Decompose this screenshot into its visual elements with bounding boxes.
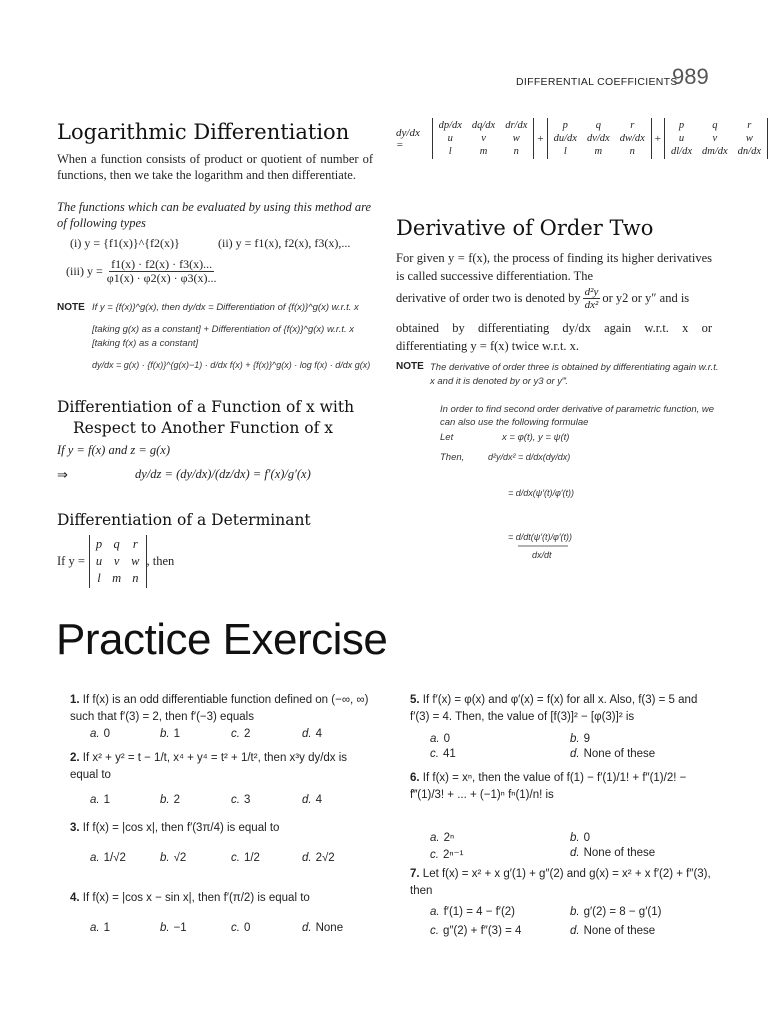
q7-text: Let f(x) = x² + x g′(1) + g″(2) and g(x) = x² + x f′(2) + f″(3), then [410, 868, 711, 897]
q1-option-a[interactable] [90, 728, 110, 740]
running-title: DIFFERENTIAL COEFFICIENTS [516, 76, 678, 88]
type-iii-label: (iii) y = [66, 264, 103, 279]
det-cell: n [132, 571, 139, 585]
det2-cell: dv/dx [586, 133, 610, 144]
det2-cell: p [562, 120, 568, 131]
opt-letter: d. [302, 852, 312, 864]
det-cell: q [113, 537, 120, 551]
q1-text: If f(x) is an odd differentiable function defined on (−∞, ∞) such that f′(3) = 2, then f′(−3) equals [70, 694, 369, 723]
type-iii [66, 258, 221, 285]
opt-letter: d. [570, 847, 580, 859]
opt-value: g′(2) = 8 − g′(1) [583, 906, 662, 918]
order2-para-2a: derivative of order two is denoted by [396, 291, 581, 306]
opt-value: 2ⁿ⁻¹ [442, 849, 464, 861]
note-right-bullet-2: In order to find second order derivative of parametric function, we can also use the following formulae [440, 404, 715, 428]
det-lhs: dy/dx = [396, 126, 420, 151]
determinant-y [89, 535, 147, 588]
q7-number: 7. [410, 868, 420, 880]
opt-value: None of these [583, 847, 656, 859]
opt-letter: a. [90, 728, 100, 740]
q2-option-a[interactable] [90, 794, 110, 806]
opt-letter: a. [430, 906, 440, 918]
det1-cell: dp/dx [438, 120, 462, 131]
opt-value: 2 [243, 728, 251, 740]
det-cell: v [113, 554, 120, 568]
question-1 [70, 692, 375, 725]
plus-sign: + [537, 132, 544, 145]
note-left-line1: If y = {f(x)}^g(x), then dy/dx = Differentiation of {f(x)}^g(x) w.r.t. x [92, 302, 359, 313]
plus-sign: + [654, 132, 661, 145]
note-label-right: NOTE [396, 361, 424, 372]
opt-value: 1 [173, 728, 180, 740]
det-cell: p [95, 537, 103, 551]
q1-number: 1. [70, 694, 80, 706]
det2-cell: l [563, 146, 567, 157]
q5-number: 5. [410, 694, 420, 706]
q2-option-b[interactable] [160, 794, 180, 806]
q2-text: If x² + y² = t − 1/t, x⁴ + y⁴ = t² + 1/t², then x³y dy/dx is equal to [70, 752, 348, 781]
q3-option-c[interactable] [231, 852, 260, 864]
det-derivative [396, 118, 768, 159]
note-right-bullet-1 [430, 361, 720, 389]
det-statement [57, 535, 174, 588]
opt-letter: c. [231, 852, 240, 864]
log-heading: Logarithmic Differentiation [57, 120, 350, 144]
det3-cell: dm/dx [702, 146, 728, 157]
q4-number: 4. [70, 892, 80, 904]
opt-letter: a. [430, 733, 440, 745]
opt-value: 0 [443, 733, 450, 745]
q1-option-b[interactable] [160, 728, 180, 740]
opt-value: 0 [243, 922, 251, 934]
det2-cell: r [630, 120, 635, 131]
opt-letter: b. [160, 794, 170, 806]
opt-value: 4 [315, 728, 322, 740]
opt-letter: b. [570, 906, 580, 918]
q5-text: If f′(x) = φ(x) and φ′(x) = f(x) for all x. Also, f(3) = 5 and f′(3) = 4. Then, the value of [f(3)]² − [φ(3)]² is [410, 694, 698, 723]
opt-value: 1/2 [243, 852, 260, 864]
svg-text:d²y/dx² = d/dx(dy/dx): d²y/dx² = d/dx(dy/dx) [488, 452, 571, 462]
det1-cell: m [479, 146, 488, 157]
det3-cell: dl/dx [671, 146, 692, 157]
question-3 [70, 820, 375, 837]
second-derivative-fraction: $\frac{\text{d²y}}{\text{dx²}}$ [584, 286, 599, 312]
order2-para-1: For given y = f(x), the process of finding its higher derivatives is called successive differentiation. The [396, 251, 712, 283]
det-cell: r [132, 537, 138, 551]
det-cell: m [112, 571, 122, 585]
opt-value: None of these [583, 748, 656, 760]
opt-letter: c. [231, 794, 240, 806]
q6-option-d[interactable] [570, 847, 655, 859]
det2-cell: m [594, 146, 603, 157]
det-cell: u [95, 554, 103, 568]
opt-letter: d. [302, 794, 312, 806]
opt-value: 4 [315, 794, 322, 806]
q3-number: 3. [70, 822, 80, 834]
opt-value: 2 [173, 794, 180, 806]
note-r-b1b: again w.r.t. x and it is denoted by [430, 362, 719, 387]
q5-option-a[interactable] [430, 733, 450, 745]
opt-letter: d. [302, 728, 312, 740]
q4-text: If f(x) = |cos x − sin x|, then f′(π/2) is equal to [82, 892, 310, 904]
q3-text: If f(x) = |cos x|, then f′(3π/4) is equal to [82, 822, 280, 834]
opt-letter: d. [570, 925, 580, 937]
opt-letter: a. [90, 794, 100, 806]
question-2 [70, 750, 375, 783]
opt-value: None [315, 922, 344, 934]
opt-letter: b. [160, 852, 170, 864]
wrt-heading-1: Differentiation of a Function of x with [57, 398, 355, 416]
q4-option-c[interactable] [231, 922, 250, 934]
det3-cell: w [745, 133, 753, 144]
note-left-line4: dy/dx = g(x) · {f(x)}^(g(x)−1) · d/dx f(x) + {f(x)}^g(x) · log f(x) · d/dx g(x) [92, 360, 371, 370]
opt-letter: d. [570, 748, 580, 760]
opt-letter: d. [302, 922, 312, 934]
q7-option-a[interactable] [430, 906, 515, 918]
q3-option-a[interactable] [90, 852, 126, 864]
opt-letter: c. [231, 728, 240, 740]
q5-option-b[interactable] [570, 733, 590, 745]
opt-value: √2 [173, 852, 187, 864]
opt-value: 0 [583, 832, 590, 844]
det-then: , then [146, 554, 175, 568]
q6-option-b[interactable] [570, 832, 590, 844]
q4-option-d[interactable] [302, 922, 343, 934]
det3-cell: v [712, 133, 718, 144]
det3-cell: u [678, 133, 685, 144]
question-7 [410, 866, 715, 899]
determinant-1 [432, 118, 535, 159]
type-iii-fraction [105, 258, 219, 285]
log-paragraph-2: The functions which can be evaluated by using this method are of following types [57, 200, 372, 231]
svg-text:= d/dt(ψ′(t)/φ′(t)): = d/dt(ψ′(t)/φ′(t)) [508, 532, 573, 542]
det1-cell: w [512, 133, 520, 144]
q2-option-c[interactable] [231, 794, 250, 806]
det1-cell: v [481, 133, 486, 144]
note-r-b1c: or y3 or y‴. [522, 375, 569, 387]
opt-value: 1 [103, 922, 110, 934]
type-i: (i) y = {f1(x)}^{f2(x)} [70, 236, 180, 250]
page-number: 989 [672, 64, 709, 89]
note-left-line2: [taking g(x) as a constant] + Differentiation of {f(x)}^g(x) w.r.t. x [92, 324, 355, 335]
opt-value: g″(2) + f″(3) = 4 [442, 925, 522, 937]
q7-option-c[interactable] [430, 925, 521, 937]
q2-number: 2. [70, 752, 80, 764]
opt-value: −1 [173, 922, 187, 934]
type-ii: (ii) y = f1(x), f2(x), f3(x),... [218, 236, 351, 250]
det1-cell: n [513, 146, 519, 157]
det-cell: l [97, 571, 101, 585]
opt-letter: b. [160, 922, 170, 934]
det1-cell: u [447, 133, 453, 144]
q4-option-b[interactable] [160, 922, 187, 934]
det-heading: Differentiation of a Determinant [57, 511, 311, 529]
det-cell: w [131, 554, 140, 568]
opt-letter: b. [570, 733, 580, 745]
q1-option-d[interactable] [302, 728, 322, 740]
det2-cell: du/dx [553, 133, 577, 144]
det2-cell: dw/dx [619, 133, 645, 144]
opt-letter: c. [430, 849, 439, 861]
log-paragraph: When a function consists of product or quotient of number of functions, then we take the logarithm and then differentiate. [57, 152, 373, 183]
det2-cell: n [629, 146, 635, 157]
q6-text: If f(x) = xⁿ, then the value of f(1) − f′(1)/1! + f″(1)/2! − f‴(1)/3! + ... + (−1)ⁿ fⁿ(1)/n! is [410, 772, 687, 801]
det3-cell: q [712, 120, 718, 131]
type-iii-numerator: f1(x) · f2(x) · f3(x)... [111, 257, 213, 271]
let-label: Let [440, 432, 454, 443]
opt-value: 1 [103, 794, 110, 806]
opt-value: None of these [583, 925, 656, 937]
svg-text:dx/dt: dx/dt [532, 550, 552, 560]
let-equation: x = φ(t), y = ψ(t) [502, 432, 570, 443]
det1-cell: dr/dx [505, 120, 528, 131]
opt-value: 1/√2 [103, 852, 126, 864]
order2-para-3: obtained by differentiating dy/dx again w.r.t. x or differentiating y = f(x) twice w.r.t. x. [396, 321, 712, 353]
q5-option-c[interactable] [430, 748, 456, 760]
opt-letter: c. [231, 922, 240, 934]
parametric-formula [488, 444, 598, 564]
wrt-heading-2: Respect to Another Function of x [73, 419, 334, 437]
opt-value: f′(1) = 4 − f′(2) [443, 906, 516, 918]
det1-cell: dq/dx [471, 120, 496, 131]
opt-letter: a. [90, 922, 100, 934]
order2-para-2 [396, 286, 712, 311]
q4-option-a[interactable] [90, 922, 110, 934]
question-5 [410, 692, 715, 725]
q5-option-d[interactable] [570, 748, 655, 760]
opt-letter: b. [570, 832, 580, 844]
det2-cell: q [595, 120, 601, 131]
q7-option-d[interactable] [570, 925, 655, 937]
det3-cell: p [678, 120, 685, 131]
type-iii-denominator: φ1(x) · φ2(x) · φ3(x)... [106, 271, 217, 286]
opt-letter: b. [160, 728, 170, 740]
svg-text:= d/dx(ψ′(t)/φ′(t)): = d/dx(ψ′(t)/φ′(t)) [508, 488, 575, 498]
opt-value: 3 [243, 794, 251, 806]
practice-title: Practice Exercise [56, 615, 388, 664]
order2-heading: Derivative of Order Two [396, 216, 654, 240]
question-6 [410, 770, 715, 803]
q3-option-b[interactable] [160, 852, 186, 864]
note-r-b1a: The derivative of order three is obtained by differentiating [430, 362, 671, 373]
question-4 [70, 890, 375, 907]
q2-option-d[interactable] [302, 794, 322, 806]
determinant-3 [664, 118, 768, 159]
order2-para-2b: or y2 or y″ and is [602, 291, 690, 306]
det-if: If y = [57, 554, 85, 568]
opt-letter: a. [430, 832, 440, 844]
opt-letter: a. [90, 852, 100, 864]
det3-cell: r [747, 120, 752, 131]
note-left-line3: [taking f(x) as a constant] [92, 338, 199, 349]
q6-option-a[interactable] [430, 832, 454, 844]
opt-value: 0 [103, 728, 110, 740]
opt-value: 9 [583, 733, 590, 745]
opt-letter: c. [430, 925, 439, 937]
wrt-arrow: ⇒ [57, 467, 68, 482]
then-label: Then, [440, 452, 465, 463]
q7-option-b[interactable] [570, 906, 661, 918]
det3-cell: dn/dx [737, 146, 761, 157]
wrt-equation: dy/dz = (dy/dx)/(dz/dx) = f′(x)/g′(x) [135, 467, 311, 481]
q6-number: 6. [410, 772, 420, 784]
q1-option-c[interactable] [231, 728, 250, 740]
q6-option-c[interactable] [430, 847, 463, 861]
opt-value: 2√2 [315, 852, 335, 864]
determinant-2 [547, 118, 652, 159]
opt-letter: c. [430, 748, 439, 760]
opt-value: 41 [442, 748, 456, 760]
wrt-line1: If y = f(x) and z = g(x) [57, 443, 171, 457]
q3-option-d[interactable] [302, 852, 335, 864]
note-label-left: NOTE [57, 302, 85, 313]
det1-cell: l [448, 146, 452, 157]
opt-value: 2ⁿ [443, 832, 455, 844]
